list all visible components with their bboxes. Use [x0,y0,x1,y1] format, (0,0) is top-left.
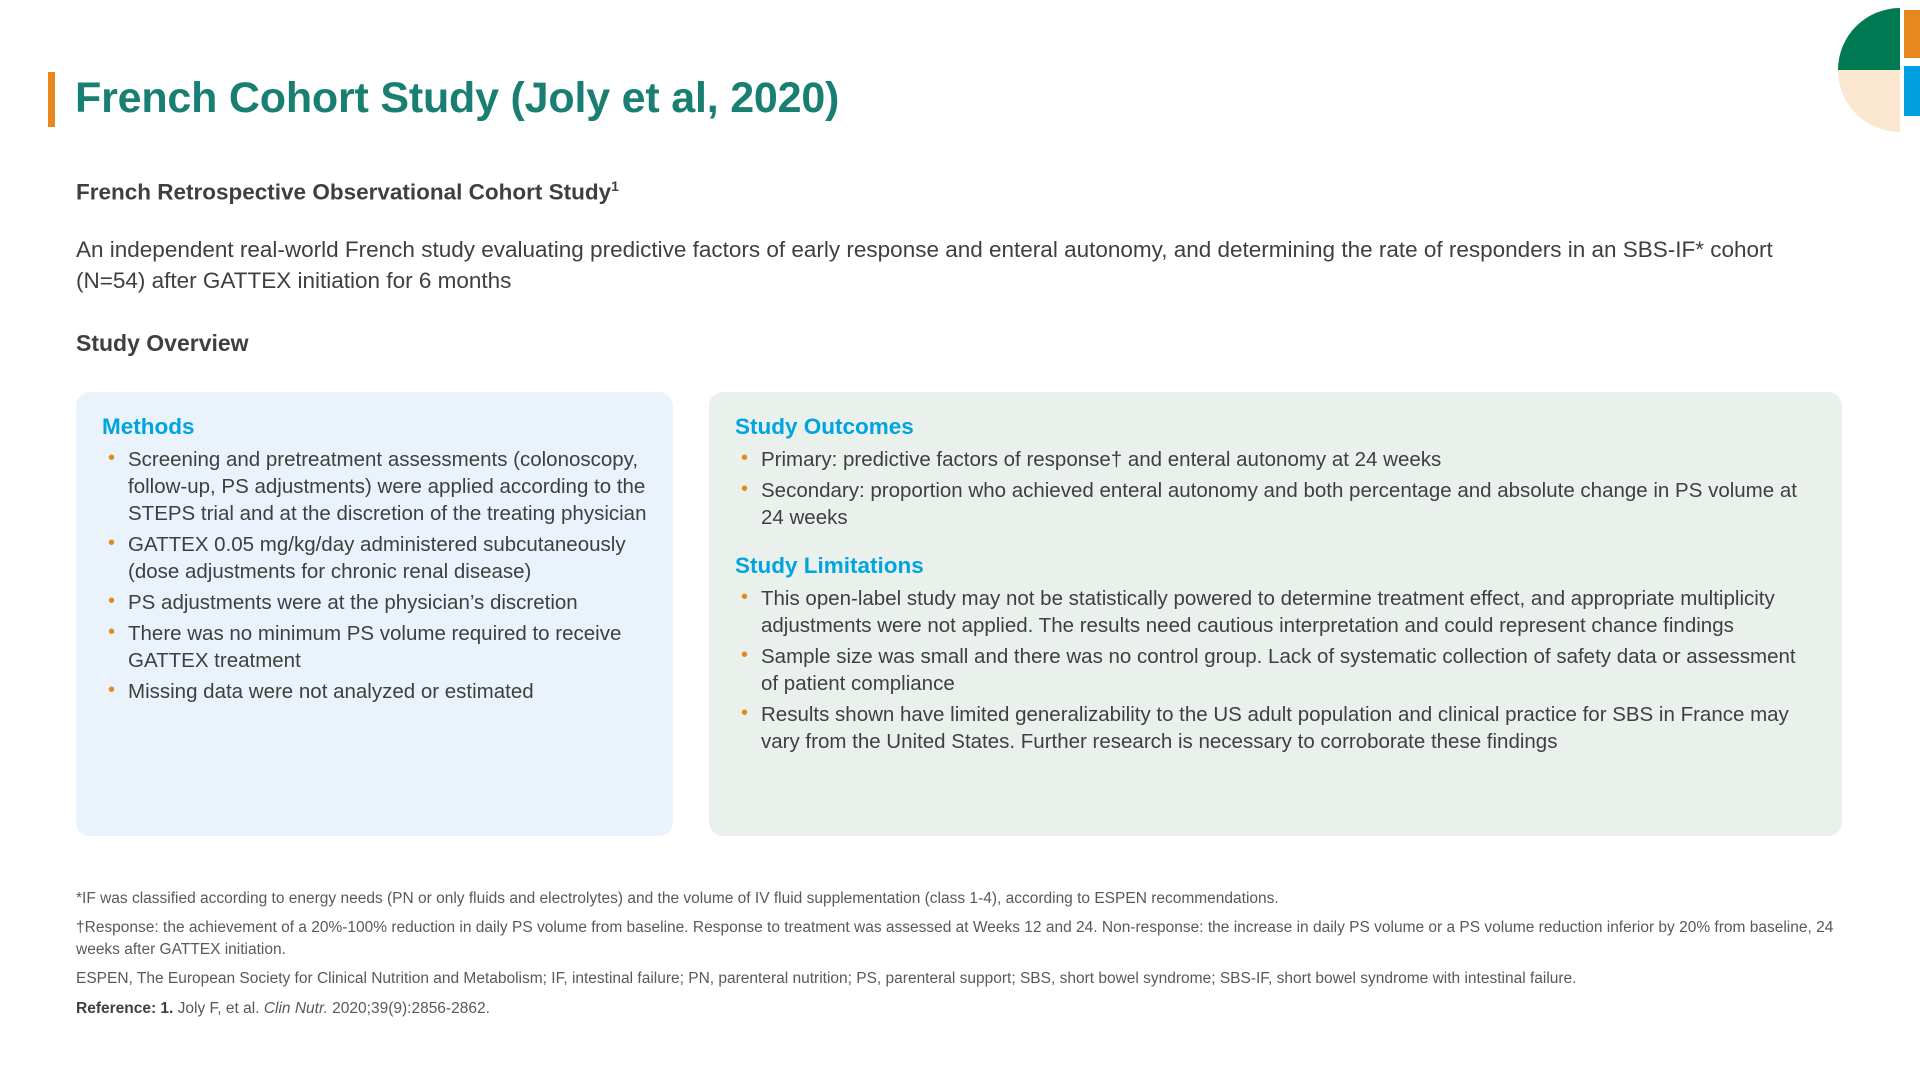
reference-journal: Clin Nutr. [263,999,328,1017]
panel-study-outcomes-title: Study Outcomes [735,414,914,439]
title-text: French Cohort Study (Joly et al, 2020) [75,74,840,122]
footnotes [76,888,1866,1027]
footnote-reference [76,998,1866,1019]
study-limitations-bullet-list [735,585,1816,755]
study-outcomes-bullet-list [735,446,1816,531]
list-item: • GATTEX 0.05 mg/kg/day administered subcutaneously (dose adjustments for chronic renal disease) [102,531,647,585]
study-subtitle-text: French Retrospective Observational Cohort Study [76,179,612,205]
study-description: An independent real-world French study evaluating predictive factors of early response and enteral autonomy, and determining the rate of responders in an SBS-IF* cohort (N=54) after GATTEX initiation for 6 months [76,237,1773,294]
panel-methods [76,392,673,836]
title-accent-bar [48,72,55,127]
list-item: • PS adjustments were at the physician’s discretion [102,589,647,616]
study-subtitle-superscript: 1 [611,178,619,194]
reference-authors: Joly F, et al. [177,999,260,1017]
footnote-response-definition: †Response: the achievement of a 20%-100% reduction in daily PS volume from baseline. Response to treatment was assessed at Weeks 12 and 24. Non-response: the increase in daily PS volume or a PS volume reduction inferior by 20% from baseline, 24 weeks after GATTEX initiation. [76,919,1834,958]
logo-icon [1770,8,1920,143]
list-item: • There was no minimum PS volume required to receive GATTEX treatment [102,620,647,674]
list-item: • Missing data were not analyzed or estimated [102,678,647,705]
reference-citation: 2020;39(9):2856-2862. [332,999,490,1017]
panel-study-limitations-title: Study Limitations [735,553,924,579]
panel-methods-title: Methods [102,414,195,439]
list-item: • Secondary: proportion who achieved enteral autonomy and both percentage and absolute change in PS volume at 24 weeks [735,477,1816,531]
brand-logo [1770,8,1920,143]
footnote-abbreviations: ESPEN, The European Society for Clinical Nutrition and Metabolism; IF, intestinal failure; PN, parenteral nutrition; PS, parenteral support; SBS, short bowel syndrome; SBS-IF, short bowel syndrome with intestinal failure. [76,970,1577,988]
list-item: • Screening and pretreatment assessments (colonoscopy, follow-up, PS adjustments) were applied according to the STEPS trial and at the discretion of the treating physician [102,446,647,527]
list-item: • This open-label study may not be statistically powered to determine treatment effect, and appropriate multiplicity adjustments were not applied. The results need cautious interpretation and could represent chance findings [735,585,1816,639]
list-item: • Primary: predictive factors of response† and enteral autonomy at 24 weeks [735,446,1816,473]
panel-outcomes-limitations [709,392,1842,836]
reference-label: Reference: 1. [76,999,174,1017]
section-heading-study-overview: Study Overview [76,330,249,356]
methods-bullet-list [102,446,647,705]
list-item: • Results shown have limited generalizability to the US adult population and clinical practice for SBS in France may vary from the United States. Further research is necessary to corroborate these findings [735,701,1816,755]
list-item: • Sample size was small and there was no control group. Lack of systematic collection of safety data or assessment of patient compliance [735,643,1816,697]
page-title [48,72,839,127]
footnote-if-definition: *IF was classified according to energy needs (PN or only fluids and electrolytes) and the volume of IV fluid supplementation (class 1-4), according to ESPEN recommendations. [76,890,1279,907]
study-subtitle [76,178,619,206]
